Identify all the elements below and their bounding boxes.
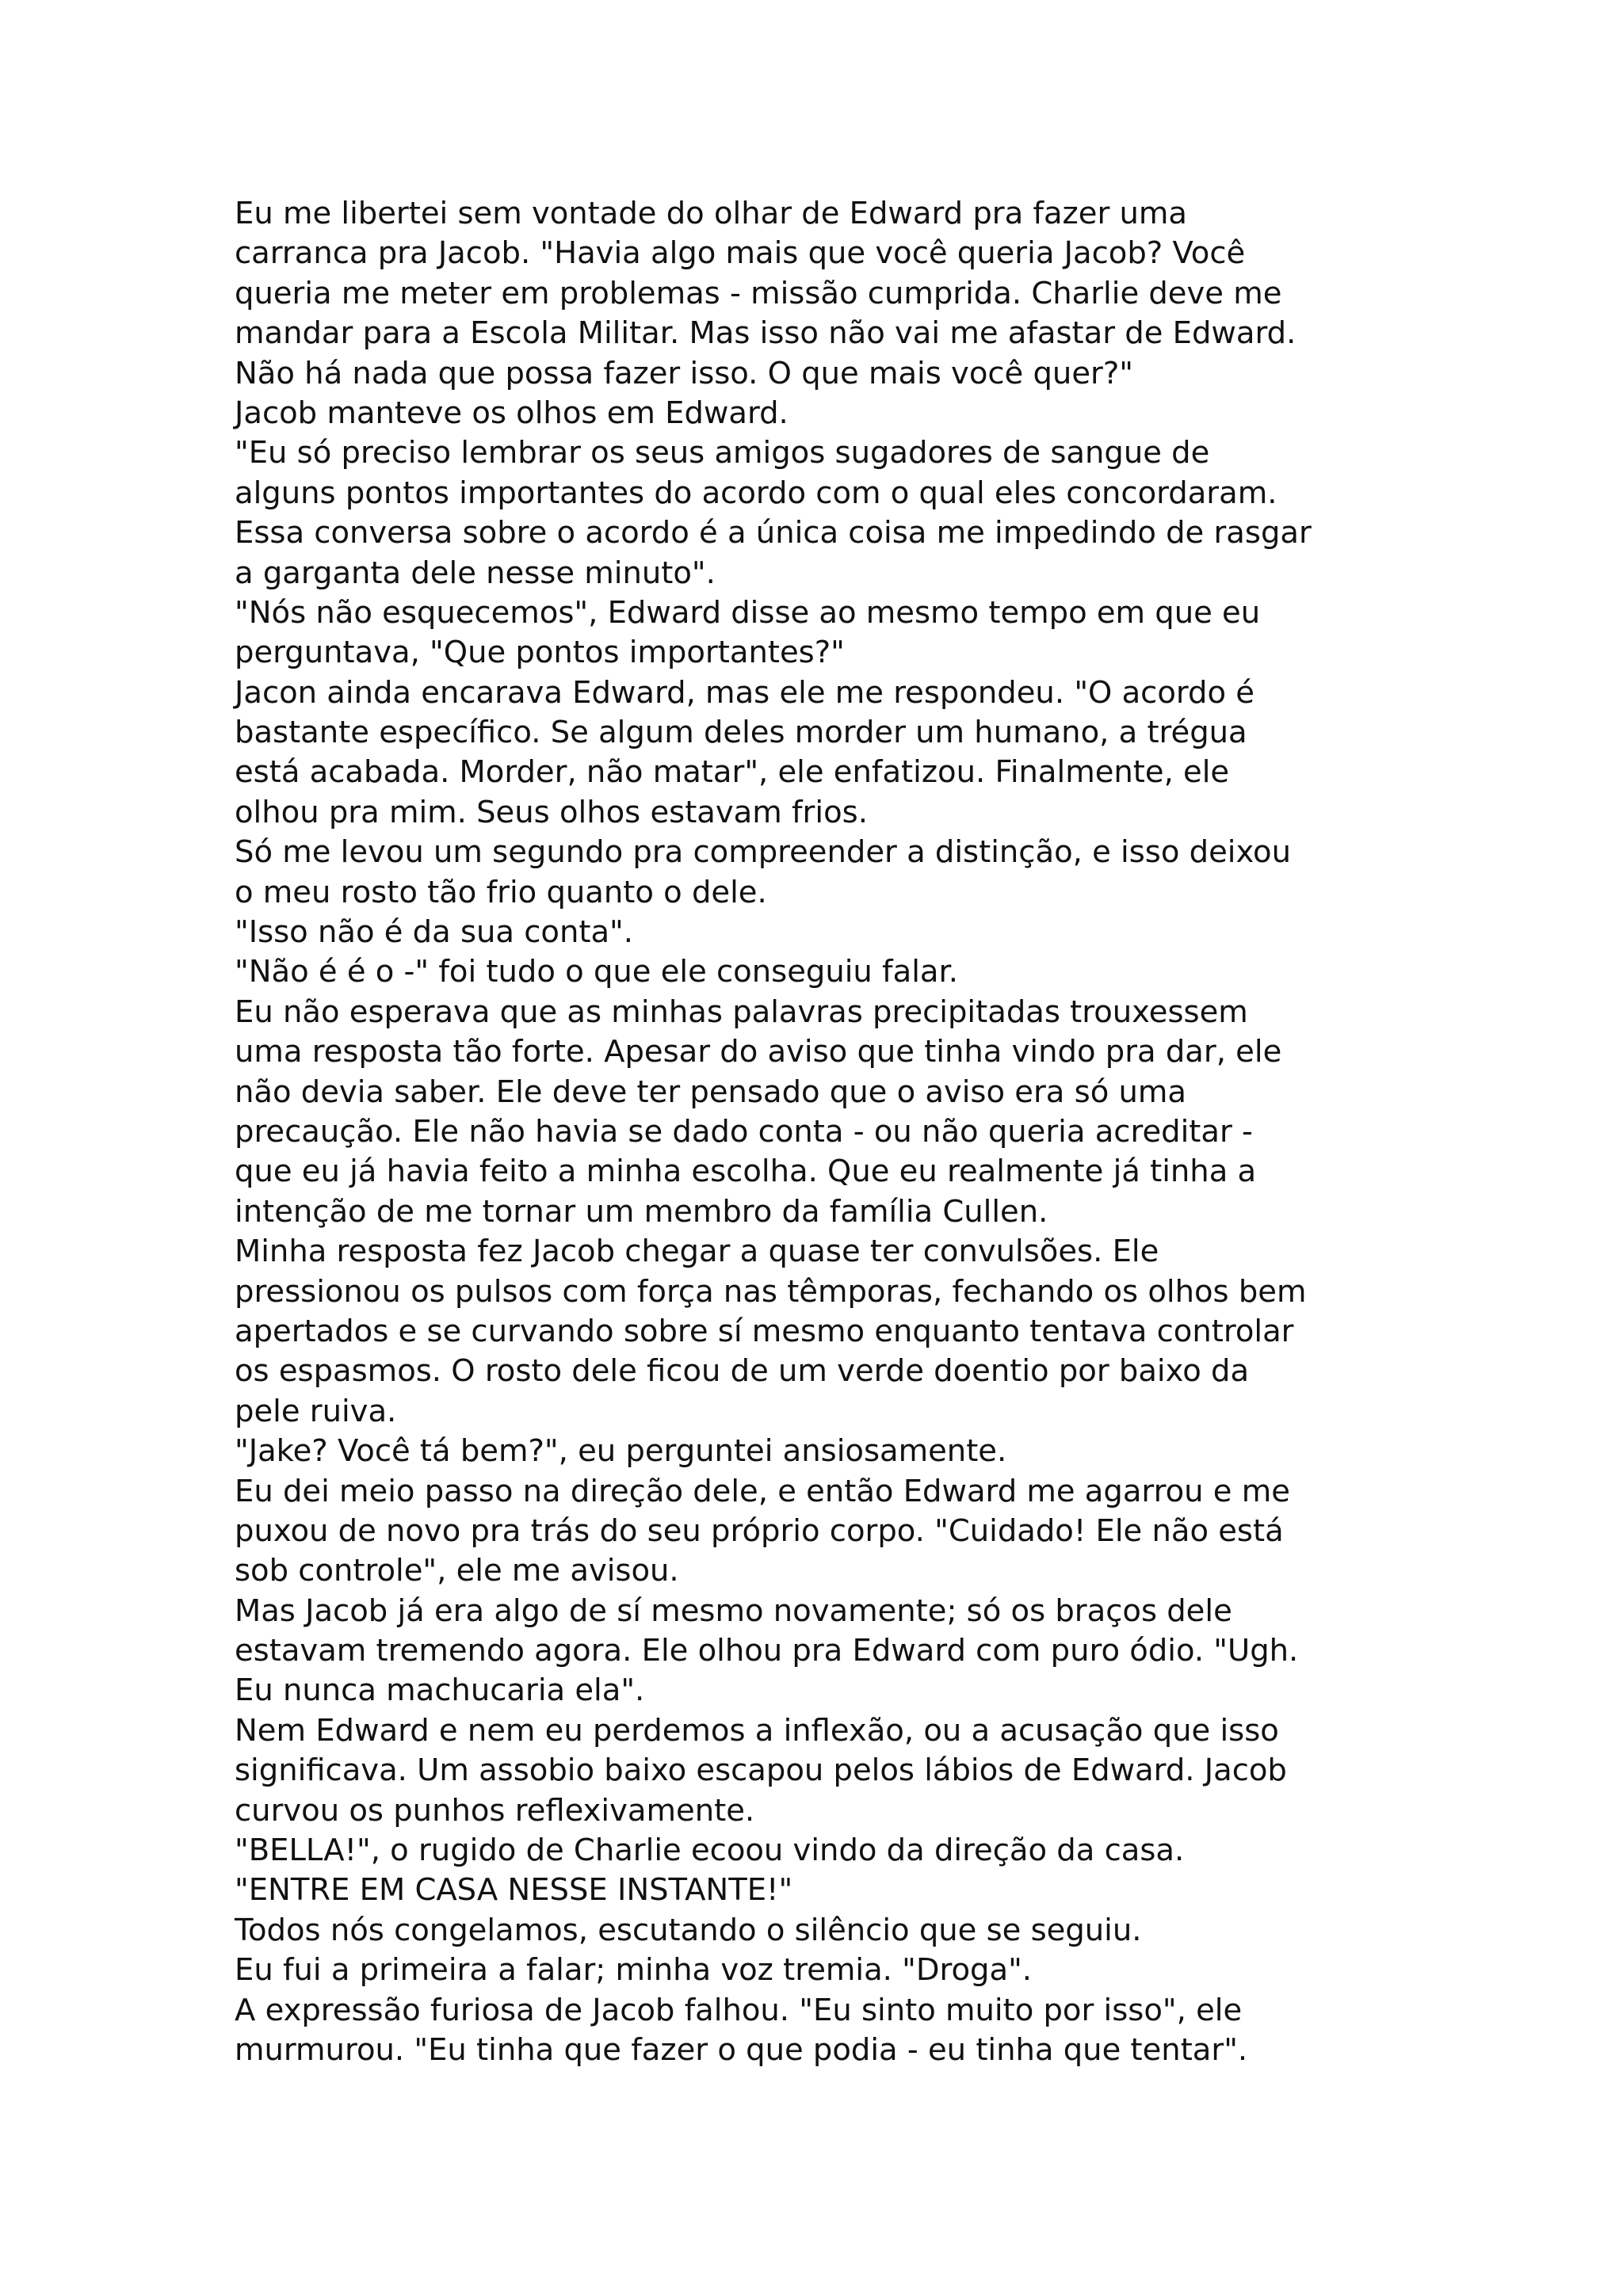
text-line: A expressão furiosa de Jacob falhou. "Eu sinto muito por isso", ele [235,1992,1243,2028]
text-line: "Não é é o -" foi tudo o que ele conseguiu falar. [235,954,959,990]
text-line: pressionou os pulsos com força nas têmporas, fechando os olhos bem [235,1273,1307,1310]
text-line: Só me levou um segundo pra compreender a distinção, e isso deixou [235,834,1292,871]
text-line: os espasmos. O rosto dele ficou de um verde doentio por baixo da [235,1353,1250,1390]
text-line: que eu já havia feito a minha escolha. Que eu realmente já tinha a [235,1154,1257,1190]
text-line: Todos nós congelamos, escutando o silêncio que se seguiu. [235,1912,1142,1948]
text-line: olhou pra mim. Seus olhos estavam frios. [235,794,868,830]
text-line: o meu rosto tão frio quanto o dele. [235,874,767,910]
text-line: mandar para a Escola Militar. Mas isso não vai me afastar de Edward. [235,315,1296,352]
text-line: Eu nunca machucaria ela". [235,1672,645,1709]
text-line: intenção de me tornar um membro da família Cullen. [235,1193,1048,1230]
text-line: uma resposta tão forte. Apesar do aviso que tinha vindo pra dar, ele [235,1034,1282,1070]
text-line: murmurou. "Eu tinha que fazer o que podia - eu tinha que tentar". [235,2031,1248,2068]
body-text [235,194,1423,2070]
text-line: Não há nada que possa fazer isso. O que mais você quer?" [235,355,1133,391]
text-line: Minha resposta fez Jacob chegar a quase ter convulsões. Ele [235,1234,1159,1270]
text-line: a garganta dele nesse minuto". [235,555,716,591]
text-line: queria me meter em problemas - missão cumprida. Charlie deve me [235,275,1282,311]
text-line: sob controle", ele me avisou. [235,1553,679,1589]
text-line: Eu dei meio passo na direção dele, e então Edward me agarrou e me [235,1473,1290,1509]
text-line: Essa conversa sobre o acordo é a única coisa me impedindo de rasgar [235,515,1312,551]
text-line: "BELLA!", o rugido de Charlie ecoou vindo da direção da casa. [235,1833,1185,1869]
text-line: "ENTRE EM CASA NESSE INSTANTE!" [235,1872,793,1909]
text-line: Jacob manteve os olhos em Edward. [235,395,789,431]
text-line: curvou os punhos reflexivamente. [235,1792,755,1829]
text-line: bastante específico. Se algum deles morder um humano, a trégua [235,715,1247,751]
text-line: estavam tremendo agora. Ele olhou pra Edward com puro ódio. "Ugh. [235,1633,1299,1669]
text-line: "Nós não esquecemos", Edward disse ao mesmo tempo em que eu [235,594,1261,631]
text-line: Eu não esperava que as minhas palavras precipitadas trouxessem [235,994,1248,1030]
text-line: pele ruiva. [235,1393,397,1429]
text-line: Nem Edward e nem eu perdemos a inflexão, ou a acusação que isso [235,1712,1279,1749]
text-line: "Eu só preciso lembrar os seus amigos sugadores de sangue de [235,435,1210,471]
text-line: puxou de novo pra trás do seu próprio corpo. "Cuidado! Ele não está [235,1512,1284,1549]
text-line: está acabada. Morder, não matar", ele enfatizou. Finalmente, ele [235,754,1230,791]
text-line: "Isso não é da sua conta". [235,914,634,951]
text-line: Eu fui a primeira a falar; minha voz tremia. "Droga". [235,1952,1033,1989]
text-line: alguns pontos importantes do acordo com o qual eles concordaram. [235,475,1277,511]
text-line: "Jake? Você tá bem?", eu perguntei ansiosamente. [235,1433,1007,1470]
text-line: precaução. Ele não havia se dado conta - ou não queria acreditar - [235,1113,1253,1150]
text-line: não devia saber. Ele deve ter pensado que o aviso era só uma [235,1074,1186,1110]
text-line: Jacon ainda encarava Edward, mas ele me respondeu. "O acordo é [235,674,1254,711]
text-line: Mas Jacob já era algo de sí mesmo novamente; só os braços dele [235,1592,1232,1629]
text-line: significava. Um assobio baixo escapou pelos lábios de Edward. Jacob [235,1753,1287,1789]
text-line: carranca pra Jacob. "Havia algo mais que você queria Jacob? Você [235,235,1246,272]
text-line: perguntava, "Que pontos importantes?" [235,635,845,671]
text-line: Eu me libertei sem vontade do olhar de Edward pra fazer uma [235,196,1188,231]
text-line: apertados e se curvando sobre sí mesmo enquanto tentava controlar [235,1313,1294,1349]
